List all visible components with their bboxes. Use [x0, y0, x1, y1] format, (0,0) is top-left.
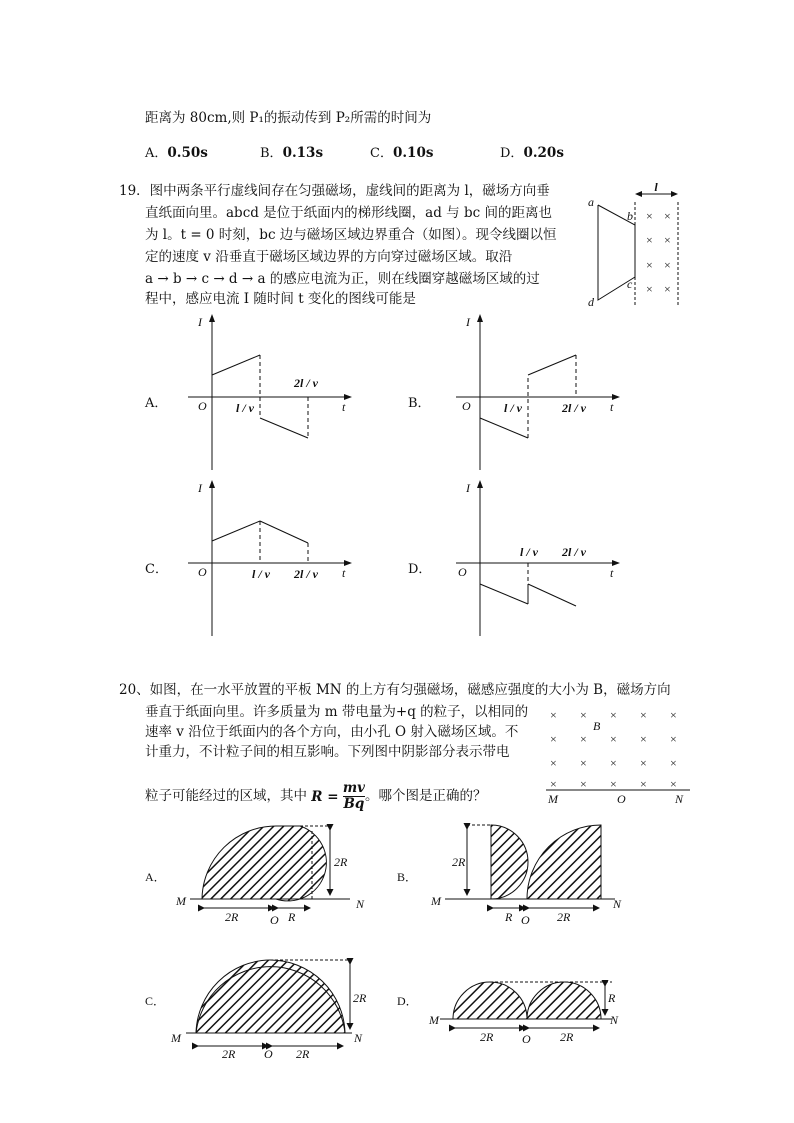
svg-text:M: M — [176, 894, 186, 908]
svg-text:×: × — [640, 777, 647, 791]
svg-text:2R: 2R — [452, 855, 466, 869]
svg-text:×: × — [580, 708, 587, 722]
svg-text:O: O — [522, 1032, 531, 1046]
svg-text:R: R — [288, 910, 296, 924]
svg-text:l / v: l / v — [252, 567, 270, 581]
svg-text:O: O — [521, 913, 530, 927]
q19-line-6: 程中，感应电流 I 随时间 t 变化的图线可能是 — [145, 291, 416, 307]
svg-text:×: × — [610, 732, 617, 746]
q19-choice-b: B． — [408, 396, 431, 411]
svg-text:M: M — [431, 894, 441, 908]
svg-text:B．: B． — [397, 870, 418, 884]
svg-text:×: × — [550, 756, 557, 770]
svg-text:×: × — [646, 233, 653, 247]
svg-text:2R: 2R — [353, 991, 367, 1005]
vertex-b: b — [627, 209, 633, 223]
svg-text:×: × — [646, 209, 653, 223]
svg-text:×: × — [664, 258, 671, 272]
svg-text:2R: 2R — [334, 855, 348, 869]
svg-text:2R: 2R — [557, 910, 571, 924]
svg-text:N: N — [610, 1013, 619, 1027]
q19-line-2: 直纸面向里。abcd 是位于纸面内的梯形线圈，ad 与 bc 间的距离也 — [145, 205, 552, 221]
svg-text:l / v: l / v — [520, 545, 538, 559]
svg-text:l / v: l / v — [504, 401, 522, 415]
svg-text:×: × — [550, 732, 557, 746]
svg-text:I: I — [466, 315, 470, 329]
svg-text:2l / v: 2l / v — [294, 567, 318, 581]
svg-text:×: × — [610, 756, 617, 770]
svg-text:O: O — [198, 565, 207, 579]
svg-text:2l / v: 2l / v — [294, 376, 318, 390]
svg-text:t: t — [342, 566, 346, 580]
svg-text:×: × — [646, 258, 653, 272]
svg-text:N: N — [354, 1031, 363, 1045]
svg-text:×: × — [580, 777, 587, 791]
svg-text:×: × — [580, 756, 587, 770]
svg-text:N: N — [356, 897, 365, 911]
vertex-c: c — [627, 277, 633, 291]
width-label-l: l — [654, 180, 658, 194]
svg-text:N: N — [613, 897, 622, 911]
svg-text:×: × — [550, 777, 557, 791]
svg-text:t: t — [610, 400, 614, 414]
svg-text:M: M — [548, 792, 558, 806]
q18-option-b: B．0.13s — [260, 145, 324, 161]
svg-text:×: × — [664, 282, 671, 296]
svg-text:A．: A． — [145, 870, 166, 884]
q18-stem-tail: 距离为 80cm,则 P₁的振动传到 P₂所需的时间为 — [145, 110, 432, 126]
svg-text:2R: 2R — [296, 1047, 310, 1061]
svg-text:×: × — [610, 777, 617, 791]
q19-line-3: 为 l。t = 0 时刻，bc 边与磁场区域边界重合（如图）。现令线圈以恒 — [145, 227, 557, 243]
svg-text:×: × — [670, 732, 677, 746]
field-label-B: B — [593, 719, 601, 733]
svg-text:×: × — [640, 732, 647, 746]
q20-line-3: 速率 v 沿位于纸面内的各个方向，由小孔 O 射入磁场区域。不 — [145, 724, 519, 740]
svg-text:×: × — [550, 708, 557, 722]
q20-option-c-diagram — [145, 960, 367, 1061]
q20-option-b-diagram — [397, 825, 622, 927]
svg-text:2R: 2R — [480, 1030, 494, 1044]
svg-text:O: O — [458, 565, 467, 579]
svg-text:2l / v: 2l / v — [562, 401, 586, 415]
q19-line-5: a → b → c → d → a 的感应电流为正，则在线圈穿越磁场区域的过 — [145, 271, 540, 287]
svg-text:R: R — [505, 910, 513, 924]
q19-choice-a: A． — [145, 396, 168, 411]
q20-line-5: 粒子可能经过的区域，其中 R = $\frac{mv}{Bq}$ 。哪个图是正确的？ — [145, 780, 487, 812]
svg-text:I: I — [198, 481, 202, 495]
svg-text:t: t — [610, 566, 614, 580]
svg-text:O: O — [462, 399, 471, 413]
svg-text:D．: D． — [397, 994, 418, 1008]
svg-text:t: t — [342, 400, 346, 414]
q18-option-c: C．0.10s — [370, 145, 434, 161]
svg-text:×: × — [646, 282, 653, 296]
q18-option-a: A．0.50s — [145, 145, 208, 161]
svg-text:2R: 2R — [222, 1047, 236, 1061]
svg-text:l / v: l / v — [236, 401, 254, 415]
svg-text:×: × — [670, 756, 677, 770]
svg-text:I: I — [466, 481, 470, 495]
svg-text:2l / v: 2l / v — [562, 545, 586, 559]
q20-line-2: 垂直于纸面向里。许多质量为 m 带电量为+q 的粒子，以相同的 — [145, 704, 529, 720]
svg-text:×: × — [610, 708, 617, 722]
svg-text:×: × — [640, 756, 647, 770]
q20-option-d-diagram — [397, 982, 619, 1046]
svg-text:2R: 2R — [560, 1030, 574, 1044]
svg-text:×: × — [664, 209, 671, 223]
q20-option-a-diagram — [145, 826, 365, 927]
svg-text:O: O — [617, 792, 626, 806]
svg-text:×: × — [580, 732, 587, 746]
vertex-a: a — [588, 195, 594, 209]
svg-text:O: O — [198, 399, 207, 413]
q20-line-1: 20、如图，在一水平放置的平板 MN 的上方有匀强磁场，磁感应强度的大小为 B，磁场方向 — [119, 682, 671, 698]
svg-text:×: × — [664, 233, 671, 247]
q19-line-4: 定的速度 v 沿垂直于磁场区域边界的方向穿过磁场区域。取沿 — [145, 249, 513, 265]
vertex-d: d — [588, 295, 594, 309]
q18-option-d: D．0.20s — [500, 145, 564, 161]
svg-text:C．: C． — [145, 994, 166, 1008]
svg-text:I: I — [198, 315, 202, 329]
svg-text:×: × — [640, 708, 647, 722]
q20-line-4: 计重力，不计粒子间的相互影响。下列图中阴影部分表示带电 — [145, 744, 510, 760]
q19-choice-d: D． — [408, 562, 432, 577]
svg-text:N: N — [675, 792, 684, 806]
svg-text:O: O — [270, 913, 279, 927]
q19-choice-c: C． — [145, 562, 168, 577]
svg-text:2R: 2R — [225, 910, 239, 924]
q19-line-1: 19．图中两条平行虚线间存在匀强磁场，虚线间的距离为 l，磁场方向垂 — [119, 183, 550, 199]
svg-text:R: R — [608, 991, 616, 1005]
svg-text:M: M — [171, 1031, 181, 1045]
svg-text:M: M — [429, 1013, 439, 1027]
svg-text:×: × — [670, 708, 677, 722]
svg-text:O: O — [264, 1047, 273, 1061]
svg-text:×: × — [670, 777, 677, 791]
